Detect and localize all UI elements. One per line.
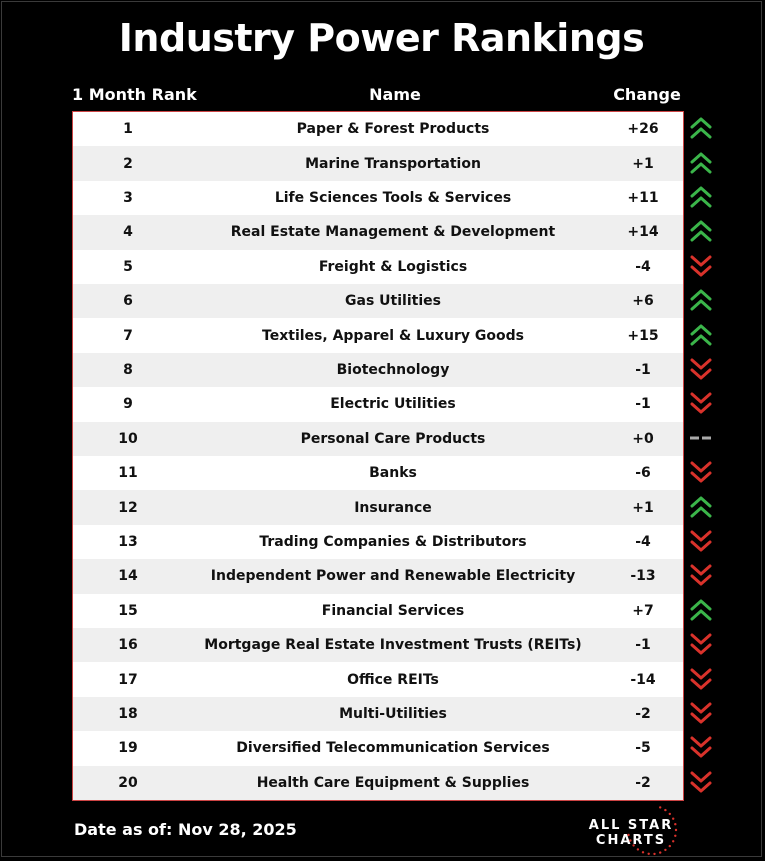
double-chevron-down-icon <box>688 627 714 661</box>
rank-cell: 4 <box>123 224 133 241</box>
industry-name-cell: Insurance <box>354 499 432 516</box>
double-chevron-up-icon <box>688 593 714 627</box>
rank-cell: 14 <box>118 568 138 585</box>
rank-cell: 6 <box>123 293 133 310</box>
change-cell: -1 <box>635 637 651 654</box>
rank-cell: 16 <box>118 637 138 654</box>
change-cell: +11 <box>627 189 659 206</box>
rank-cell: 20 <box>118 774 138 791</box>
change-cell: -5 <box>635 740 651 757</box>
rank-cell: 9 <box>123 396 133 413</box>
table-row <box>73 250 683 284</box>
change-cell: +7 <box>632 602 654 619</box>
double-chevron-down-icon <box>688 524 714 558</box>
column-header-change: Change <box>613 85 681 104</box>
rank-cell: 3 <box>123 189 133 206</box>
column-header-rank: 1 Month Rank <box>72 85 197 104</box>
logo-line-1: ALL STAR <box>588 818 674 833</box>
rank-cell: 1 <box>123 121 133 138</box>
industry-name-cell: Biotechnology <box>336 361 450 378</box>
industry-name-cell: Diversified Telecommunication Services <box>236 740 550 757</box>
industry-name-cell: Independent Power and Renewable Electricity <box>210 568 576 585</box>
dash-icon <box>688 421 714 455</box>
rank-cell: 10 <box>118 430 138 447</box>
double-chevron-down-icon <box>688 352 714 386</box>
change-cell: -14 <box>630 671 656 688</box>
industry-name-cell: Real Estate Management & Development <box>230 224 556 241</box>
change-cell: +1 <box>632 155 654 172</box>
change-cell: +0 <box>632 430 654 447</box>
logo-line-2: CHARTS <box>595 833 667 848</box>
industry-name-cell: Gas Utilities <box>345 293 441 310</box>
change-cell: -4 <box>635 258 651 275</box>
change-cell: -6 <box>635 465 651 482</box>
rank-cell: 2 <box>123 155 133 172</box>
table-row <box>73 422 683 456</box>
footer-date: Date as of: Nov 28, 2025 <box>74 820 297 839</box>
industry-name-cell: Banks <box>369 465 417 482</box>
double-chevron-up-icon <box>688 180 714 214</box>
table-row <box>73 146 683 180</box>
industry-name-cell: Financial Services <box>321 602 465 619</box>
industry-name-cell: Paper & Forest Products <box>296 121 490 138</box>
industry-name-cell: Textiles, Apparel & Luxury Goods <box>262 327 524 344</box>
change-cell: +14 <box>627 224 659 241</box>
industry-name-cell: Marine Transportation <box>305 155 481 172</box>
table-row <box>73 387 683 421</box>
industry-name-cell: Freight & Logistics <box>318 258 468 275</box>
double-chevron-down-icon <box>688 730 714 764</box>
rank-cell: 5 <box>123 258 133 275</box>
rank-cell: 19 <box>118 740 138 757</box>
table-row <box>73 766 683 800</box>
table-row <box>73 697 683 731</box>
double-chevron-down-icon <box>688 661 714 695</box>
change-cell: -1 <box>635 361 651 378</box>
industry-name-cell: Life Sciences Tools & Services <box>274 189 512 206</box>
change-cell: +6 <box>632 293 654 310</box>
change-cell: -1 <box>635 396 651 413</box>
column-header-name: Name <box>369 85 421 104</box>
rank-cell: 18 <box>118 705 138 722</box>
table-row <box>73 662 683 696</box>
table-row <box>73 628 683 662</box>
double-chevron-up-icon <box>688 145 714 179</box>
industry-name-cell: Personal Care Products <box>300 430 486 447</box>
change-cell: -2 <box>635 774 651 791</box>
rank-cell: 12 <box>118 499 138 516</box>
industry-name-cell: Health Care Equipment & Supplies <box>256 774 530 791</box>
table-row <box>73 559 683 593</box>
table-row <box>73 525 683 559</box>
double-chevron-up-icon <box>688 111 714 145</box>
change-cell: -13 <box>630 568 656 585</box>
double-chevron-up-icon <box>688 214 714 248</box>
double-chevron-down-icon <box>688 765 714 799</box>
table-row <box>73 594 683 628</box>
double-chevron-up-icon <box>688 283 714 317</box>
industry-name-cell: Mortgage Real Estate Investment Trusts (REITs) <box>204 637 582 654</box>
table-row <box>73 353 683 387</box>
page-title: Industry Power Rankings <box>118 16 645 60</box>
change-cell: -4 <box>635 533 651 550</box>
rankings-table <box>72 111 684 801</box>
table-row <box>73 318 683 352</box>
rank-cell: 15 <box>118 602 138 619</box>
double-chevron-down-icon <box>688 386 714 420</box>
industry-name-cell: Office REITs <box>347 671 439 688</box>
industry-name-cell: Trading Companies & Distributors <box>259 533 527 550</box>
double-chevron-up-icon <box>688 489 714 523</box>
table-row <box>73 112 683 146</box>
change-cell: +1 <box>632 499 654 516</box>
change-indicators <box>688 111 714 801</box>
double-chevron-down-icon <box>688 455 714 489</box>
rankings-card <box>1 1 762 857</box>
rank-cell: 17 <box>118 671 138 688</box>
rank-cell: 7 <box>123 327 133 344</box>
double-chevron-down-icon <box>688 696 714 730</box>
table-row <box>73 456 683 490</box>
table-row <box>73 284 683 318</box>
rank-cell: 8 <box>123 361 133 378</box>
industry-name-cell: Electric Utilities <box>330 396 456 413</box>
table-row <box>73 215 683 249</box>
table-row <box>73 731 683 765</box>
rank-cell: 13 <box>118 533 138 550</box>
all-star-charts-logo <box>586 802 696 858</box>
change-cell: +15 <box>627 327 659 344</box>
change-cell: -2 <box>635 705 651 722</box>
double-chevron-up-icon <box>688 317 714 351</box>
double-chevron-down-icon <box>688 249 714 283</box>
table-row <box>73 490 683 524</box>
table-row <box>73 181 683 215</box>
change-cell: +26 <box>627 121 659 138</box>
industry-name-cell: Multi-Utilities <box>339 705 447 722</box>
rank-cell: 11 <box>118 465 138 482</box>
double-chevron-down-icon <box>688 558 714 592</box>
